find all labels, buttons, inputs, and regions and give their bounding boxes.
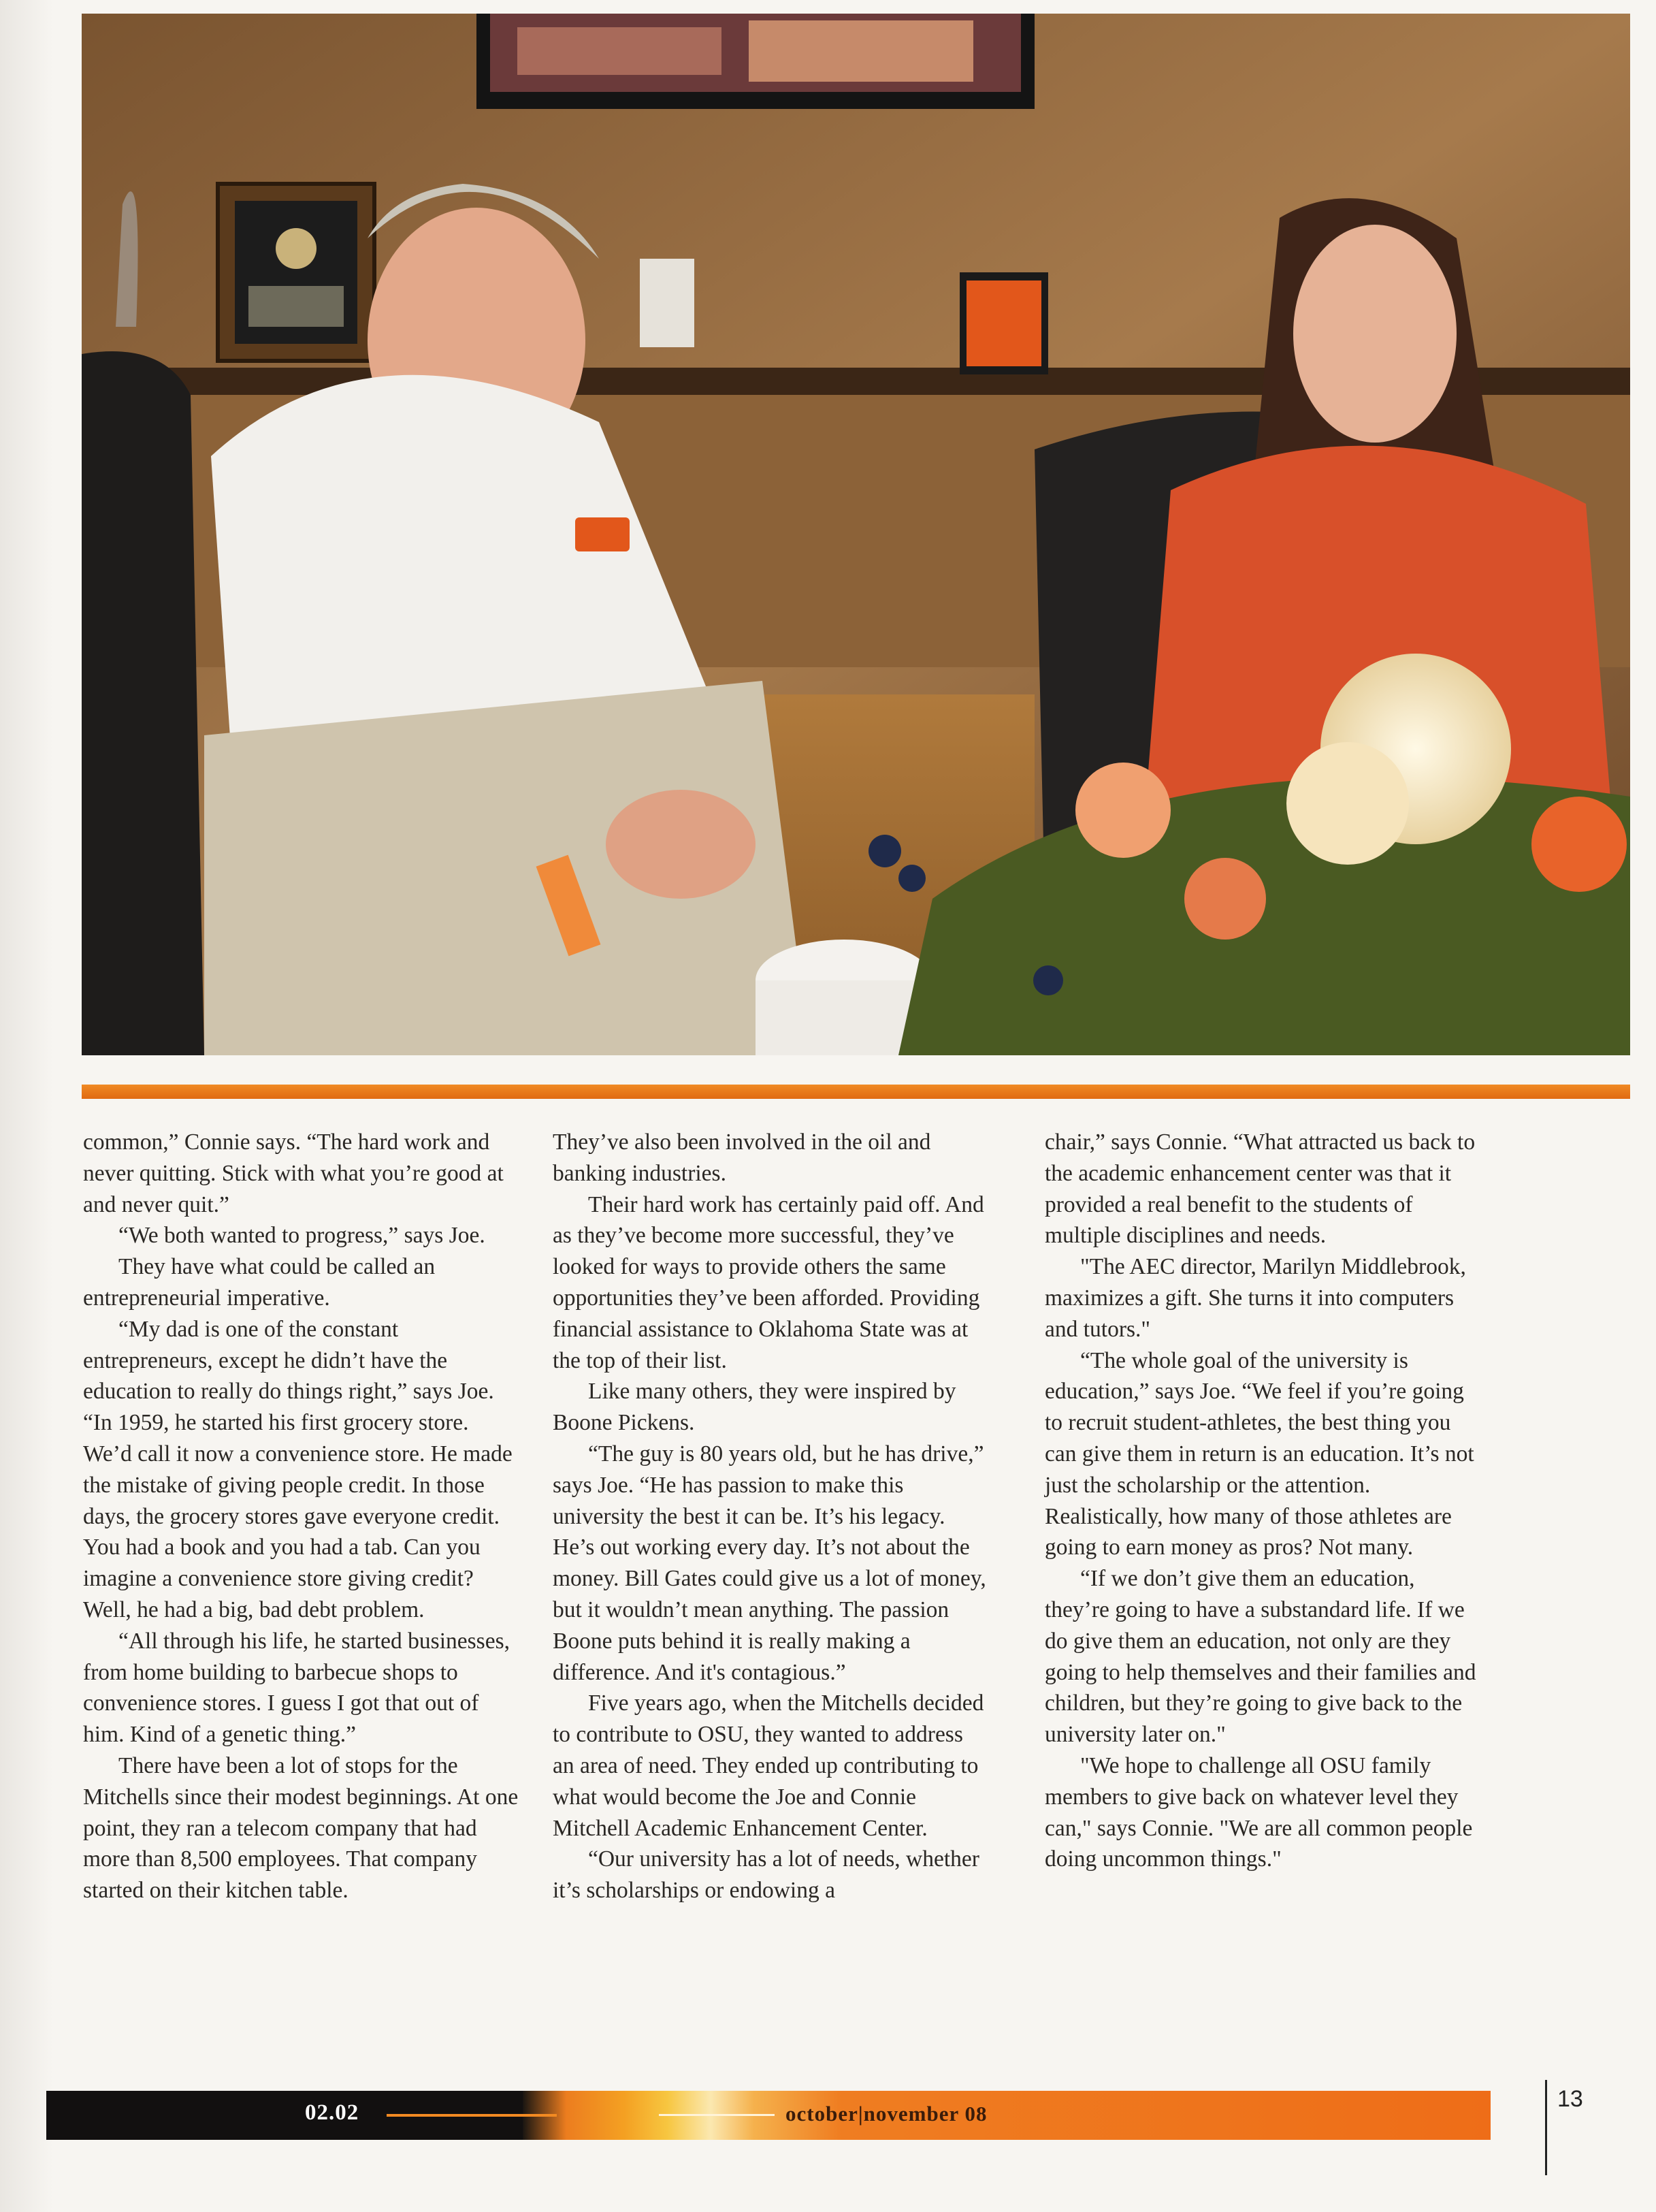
paragraph: chair,” says Connie. “What attracted us back to the academic enhancement center was that it provided a real benefit to the students of multiple disciplines and needs. <box>1045 1129 1476 1249</box>
page-footer-bar <box>46 2091 1491 2140</box>
paragraph: “We both wanted to progress,” says Joe. <box>118 1223 485 1249</box>
page-edge-shade <box>0 0 53 2212</box>
paragraph: “All through his life, he started businesses, from home building to barbecue shops to convenience stores. I guess I got that out of him. Kind of a genetic thing.” <box>83 1628 510 1748</box>
article-column-3 <box>1045 1127 1480 1875</box>
issue-number: 02.02 <box>305 2100 359 2125</box>
paragraph: “If we don’t give them an education, they’re going to have a substandard life. If we do give them an education, not only are they going to help themselves and their families and children, but they’re going to give back to the university later on." <box>1045 1566 1476 1748</box>
paragraph: common,” Connie says. “The hard work and never quitting. Stick with what you’re good at and never quit.” <box>83 1129 504 1217</box>
paragraph: “The whole goal of the university is education,” says Joe. “We feel if you’re going to recruit student-athletes, the best thing you can give them in return is an education. It’s not just the scholarship or the attention. Realistically, how many of those athletes are going to earn money as pros? Not many. <box>1045 1347 1474 1560</box>
feature-photo <box>82 14 1630 1055</box>
photo-illustration <box>82 14 1630 1055</box>
article-column-1 <box>83 1127 519 1906</box>
page-number-divider <box>1545 2080 1547 2175</box>
paragraph: “Our university has a lot of needs, whether it’s scholarships or endowing a <box>553 1846 979 1904</box>
paragraph: "We hope to challenge all OSU family members to give back on whatever level they can," says Connie. "We are all common people doing uncommon things." <box>1045 1752 1473 1872</box>
footer-accent-line <box>387 2114 557 2117</box>
paragraph: “The guy is 80 years old, but he has drive,” says Joe. “He has passion to make this university the best it can be. It’s his legacy. He’s out working every day. It’s not about the money. Bill Gates could give us a lot of money, but it wouldn’t mean anything. The passion Boone puts behind it is really making a difference. And it's contagious.” <box>553 1441 986 1685</box>
article-column-2 <box>553 1127 988 1906</box>
paragraph: “My dad is one of the constant entrepreneurs, except he didn’t have the education to really do things right,” says Joe. “In 1959, he started his first grocery store. We’d call it now a convenience store. He made the mistake of giving people credit. In those days, the grocery stores gave everyone credit. You had a book and you had a tab. Can you imagine a convenience store giving credit? Well, he had a big, bad debt problem. <box>83 1316 513 1622</box>
paragraph: Like many others, they were inspired by Boone Pickens. <box>553 1379 956 1436</box>
section-rule <box>82 1085 1630 1099</box>
paragraph: There have been a lot of stops for the Mitchells since their modest beginnings. At one point, they ran a telecom company that had more than 8,500 employees. That company started on their kitchen table. <box>83 1752 519 1904</box>
paragraph: Five years ago, when the Mitchells decided to contribute to OSU, they wanted to address an area of need. They ended up contributing to what would become the Joe and Connie Mitchell Academic Enhancement Center. <box>553 1690 984 1841</box>
paragraph: "The AEC director, Marilyn Middlebrook, maximizes a gift. She turns it into computers and tutors." <box>1045 1254 1466 1342</box>
paragraph: They have what could be called an entrepreneurial imperative. <box>83 1254 436 1311</box>
footer-accent-line <box>659 2114 775 2116</box>
paragraph: Their hard work has certainly paid off. And as they’ve become more successful, they’ve looked for ways to provide others the same opportunities they’ve been afforded. Providing financial assistance to Oklahoma State was at the top of their list. <box>553 1191 984 1373</box>
paragraph: They’ve also been involved in the oil and banking industries. <box>553 1129 931 1186</box>
page-number: 13 <box>1557 2086 1583 2112</box>
issue-date: october|november 08 <box>785 2102 988 2126</box>
